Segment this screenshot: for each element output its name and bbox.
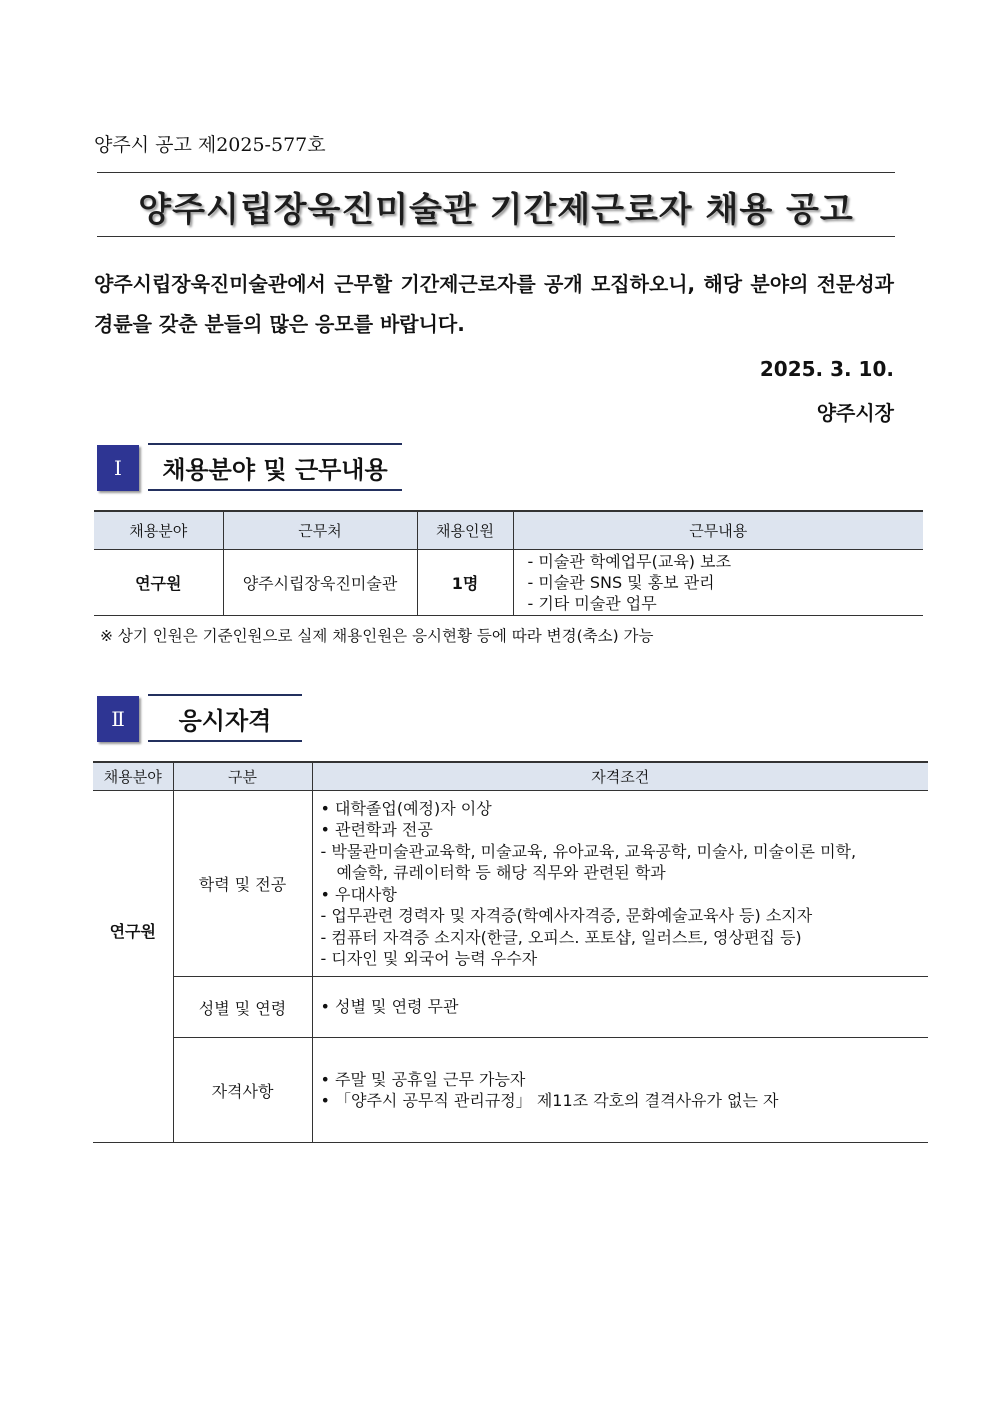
category-cell: 학력 및 전공 <box>173 791 312 977</box>
duties-cell <box>513 550 923 616</box>
table-row <box>94 550 923 616</box>
field-cell: 연구원 <box>93 791 173 1143</box>
header-field: 채용분야 <box>94 511 223 550</box>
title-bottom-rule <box>97 236 895 237</box>
field-cell: 연구원 <box>94 550 223 616</box>
category-cell: 자격사항 <box>173 1038 312 1143</box>
qualification-table <box>93 761 928 1143</box>
condition-line: - 컴퓨터 자격증 소지자(한글, 오피스. 포토샵, 일러스트, 영상편집 등) <box>320 927 802 947</box>
table-row <box>93 977 928 1038</box>
condition-line: 예술학, 큐레이터학 등 해당 직무와 관련된 학과 <box>336 863 666 882</box>
duty-item: - 미술관 학예업무(교육) 보조 <box>527 552 732 571</box>
header-count: 채용인원 <box>417 511 513 550</box>
notice-date: 2025. 3. 10. <box>759 357 894 381</box>
count-cell: 1명 <box>417 550 513 616</box>
table-row <box>93 1038 928 1143</box>
table-row <box>93 791 928 977</box>
document-title: 양주시립장욱진미술관 기간제근로자 채용 공고 <box>138 190 854 230</box>
condition-line: • 「양주시 공무직 관리규정」 제11조 각호의 결격사유가 없는 자 <box>320 1091 779 1110</box>
header-workplace: 근무처 <box>223 511 417 550</box>
header-field: 채용분야 <box>93 762 173 791</box>
duty-item: - 기타 미술관 업무 <box>527 594 657 613</box>
section-2-number: Ⅱ <box>97 696 139 742</box>
recruitment-table-header <box>94 511 923 550</box>
recruitment-table <box>94 510 923 616</box>
title-top-rule <box>97 172 895 173</box>
qualification-table-header <box>93 762 928 791</box>
intro-paragraph: 양주시립장욱진미술관에서 근무할 기간제근로자를 공개 모집하오니, 해당 분야의 전문성과 경륜을 갖춘 분들의 많은 응모를 바랍니다. <box>94 272 894 336</box>
condition-line: • 우대사항 <box>320 884 397 904</box>
condition-line: - 디자인 및 외국어 능력 우수자 <box>320 949 538 968</box>
section-1-number: Ⅰ <box>97 445 139 491</box>
condition-line: - 업무관련 경력자 및 자격증(학예사자격증, 문화예술교육사 등) 소지자 <box>320 906 813 925</box>
condition-line: • 관련학과 전공 <box>320 820 433 839</box>
notice-number: 양주시 공고 제2025-577호 <box>94 134 326 156</box>
duty-item: - 미술관 SNS 및 홍보 관리 <box>527 573 715 592</box>
section-1-title: 채용분야 및 근무내용 <box>148 443 402 491</box>
workplace-cell: 양주시립장욱진미술관 <box>223 550 417 616</box>
section-2-title: 응시자격 <box>148 694 302 742</box>
footnote: ※ 상기 인원은 기준인원으로 실제 채용인원은 응시현황 등에 따라 변경(축소) 가능 <box>100 627 654 645</box>
condition-line: - 박물관미술관교육학, 미술교육, 유아교육, 교육공학, 미술사, 미술이론 미학, <box>320 841 857 861</box>
header-duties: 근무내용 <box>513 511 923 550</box>
condition-line: • 성별 및 연령 무관 <box>320 997 459 1017</box>
condition-line: • 대학졸업(예정)자 이상 <box>320 798 492 818</box>
conditions-cell <box>312 791 928 977</box>
conditions-cell <box>312 1038 928 1143</box>
header-conditions: 자격조건 <box>312 762 928 791</box>
condition-line: • 주말 및 공휴일 근무 가능자 <box>320 1069 526 1089</box>
category-cell: 성별 및 연령 <box>173 977 312 1038</box>
header-category: 구분 <box>173 762 312 791</box>
issuer: 양주시장 <box>816 401 894 425</box>
conditions-cell <box>312 977 928 1038</box>
